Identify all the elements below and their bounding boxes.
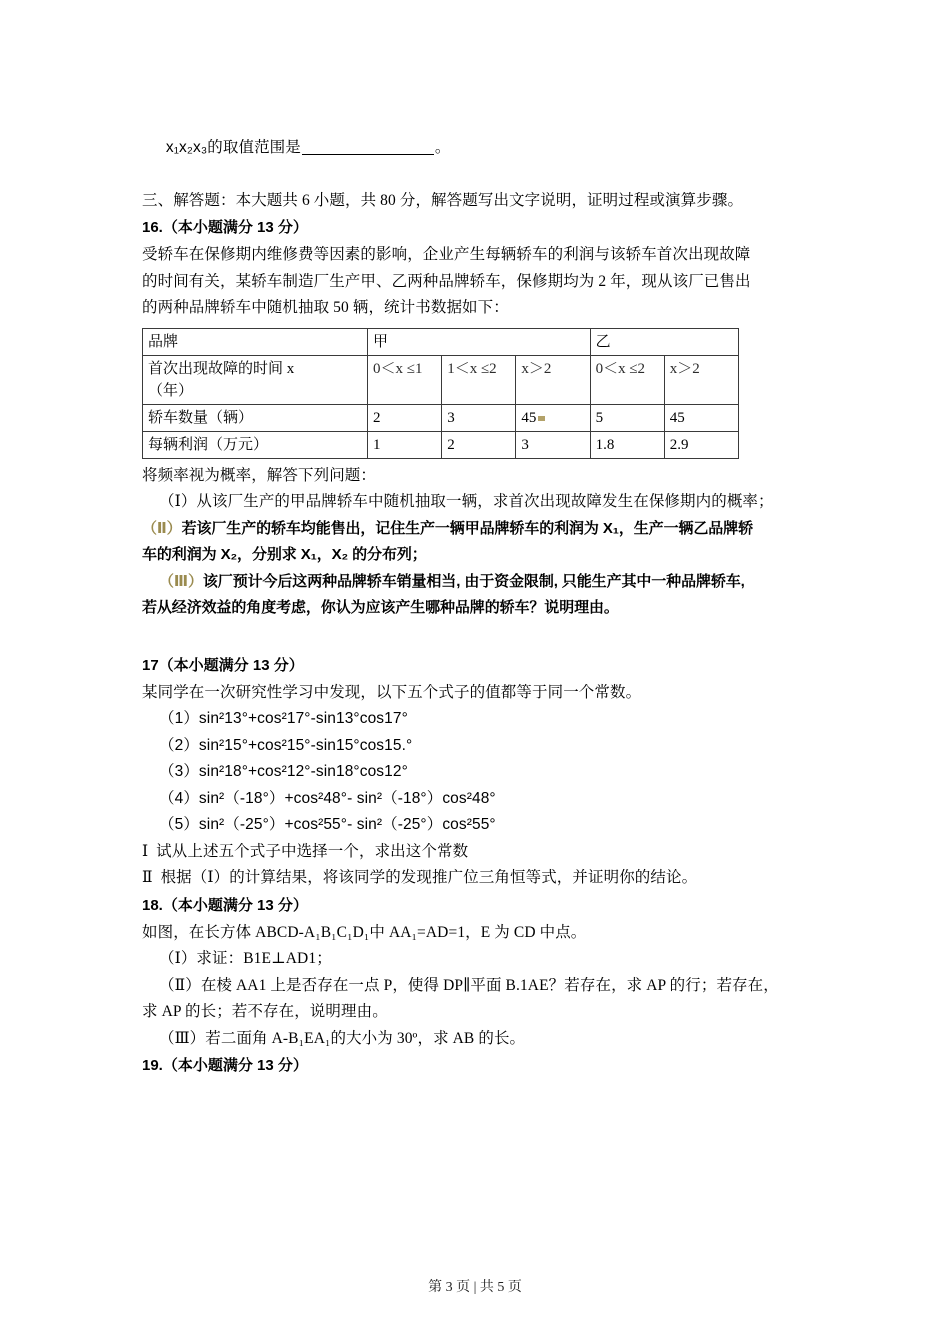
cell-count-1: 2 — [368, 404, 442, 431]
problem-16-part-2-marker: （Ⅱ） — [142, 519, 182, 537]
fill-in-blank-line — [142, 108, 832, 188]
problem-16-part-3-marker: （Ⅲ） — [159, 572, 203, 590]
highlight-mark-icon — [538, 416, 545, 421]
problem-18-part-2-line-1: （Ⅱ）在棱 AA1 上是否存在一点 P，使得 DP∥平面 B.1AE？若存在，求 AP 的行；若存在， — [159, 976, 779, 994]
page-content — [142, 108, 832, 1080]
cell-profit-3: 3 — [516, 431, 590, 458]
cell-range-5: x＞2 — [664, 355, 738, 404]
cell-range-3: x＞2 — [516, 355, 590, 404]
problem-18-stem: 如图，在长方体 ABCD-A₁B₁C₁D₁中 AA₁=AD=1，E 为 CD 中点。 — [142, 923, 587, 941]
problem-16-part-2-line-1 — [142, 516, 832, 543]
cell-count-4: 5 — [590, 404, 664, 431]
problem-16-part-3-line-1 — [142, 569, 832, 596]
cell-profit-1: 1 — [368, 431, 442, 458]
table-row-profits — [143, 431, 739, 458]
spacer-after-problem-16 — [142, 622, 832, 652]
cell-time-label-line2: （年） — [148, 382, 194, 399]
problem-19-heading: 19.（本小题满分 13 分） — [142, 1057, 308, 1074]
problem-17-item-3: （3）sin²18°+cos²12°-sin18°cos12° — [159, 763, 408, 780]
problem-16-part-2-text-1: 若该厂生产的轿车均能售出，记住生产一辆甲品牌轿车的利润为 X₁，生产一辆乙品牌轿 — [181, 519, 753, 537]
problem-17-part-2: Ⅱ 根据（Ⅰ）的计算结果，将该同学的发现推广位三角恒等式，并证明你的结论。 — [142, 869, 698, 886]
statistics-table — [142, 328, 739, 459]
problem-17-item-2: （2）sin²15°+cos²15°-sin15°cos15.° — [159, 736, 413, 754]
problem-18-heading: 18.（本小题满分 13 分） — [142, 896, 308, 914]
cell-count-3-wrapper — [516, 404, 590, 431]
fill-in-blank-text: x₁x₂x₃的取值范围是 — [165, 138, 301, 156]
problem-16-heading: 16.（本小题满分 13 分） — [142, 219, 308, 236]
problem-16-stem-line-1: 受轿车在保修期内维修费等因素的影响，企业产生每辆轿车的利润与该轿车首次出现故障 — [142, 246, 751, 263]
problem-17-item-1: （1）sin²13°+cos²17°-sin13°cos17° — [159, 710, 408, 727]
problem-17-part-1: Ⅰ 试从上述五个式子中选择一个，求出这个常数 — [142, 842, 469, 860]
problem-16-part-1: （Ⅰ）从该厂生产的甲品牌轿车中随机抽取一辆，求首次出现故障发生在保修期内的概率； — [159, 493, 774, 510]
cell-count-2: 3 — [442, 404, 516, 431]
problem-18-part-3: （Ⅲ）若二面角 A-B₁EA₁的大小为 30º，求 AB 的长。 — [159, 1029, 526, 1047]
problem-17-item-4: （4）sin²（-18°）+cos²48°- sin²（-18°）cos²48° — [159, 789, 496, 807]
problem-16-stem-line-2: 的时间有关，某轿车制造厂生产甲、乙两种品牌轿车，保修期均为 2 年，现从该厂已售出 — [142, 272, 751, 290]
cell-brand-yi: 乙 — [590, 328, 738, 355]
cell-profit-4: 1.8 — [590, 431, 664, 458]
problem-17-stem: 某同学在一次研究性学习中发现，以下五个式子的值都等于同一个常数。 — [142, 683, 642, 701]
page-footer — [0, 1276, 950, 1296]
problem-18-part-2-line-2: 求 AP 的长；若不存在，说明理由。 — [142, 1003, 388, 1020]
answer-blank — [302, 154, 434, 155]
cell-time-label-line1: 首次出现故障的时间 x — [148, 360, 295, 377]
cell-profit-2: 2 — [442, 431, 516, 458]
cell-time-label — [143, 355, 368, 404]
cell-range-2: 1＜x ≤2 — [442, 355, 516, 404]
page-number-label: 第 3 页 | 共 5 页 — [428, 1280, 522, 1295]
table-row-time-ranges — [143, 355, 739, 404]
table-row-counts — [143, 404, 739, 431]
problem-16-stem-line-3: 的两种品牌轿车中随机抽取 50 辆，统计书数据如下： — [142, 299, 509, 316]
problem-17-item-5: （5）sin²（-25°）+cos²55°- sin²（-25°）cos²55° — [159, 816, 496, 833]
cell-brand-jia: 甲 — [368, 328, 591, 355]
cell-range-4: 0＜x ≤2 — [590, 355, 664, 404]
cell-count-label: 轿车数量（辆） — [143, 404, 368, 431]
problem-16-part-3-text-1: 该厂预计今后这两种品牌轿车销量相当, 由于资金限制, 只能生产其中一种品牌轿车, — [202, 572, 745, 590]
statistics-table-wrapper — [142, 328, 832, 459]
cell-profit-label: 每辆利润（万元） — [143, 431, 368, 458]
section-heading-three: 三、解答题：本大题共 6 小题，共 80 分，解答题写出文字说明，证明过程或演算步骤。 — [142, 191, 744, 209]
cell-brand-label: 品牌 — [143, 328, 368, 355]
problem-16-part-2-line-2: 车的利润为 X₂，分别求 X₁，X₂ 的分布列； — [142, 546, 427, 563]
problem-16-part-3-line-2: 若从经济效益的角度考虑，你认为应该产生哪种品牌的轿车？说明理由。 — [142, 599, 619, 616]
cell-count-3: 45 — [521, 409, 537, 426]
cell-range-1: 0＜x ≤1 — [368, 355, 442, 404]
problem-16-after-table: 将频率视为概率，解答下列问题： — [142, 466, 377, 484]
problem-17-heading: 17（本小题满分 13 分） — [142, 656, 304, 674]
fill-in-blank-period: 。 — [434, 138, 451, 156]
cell-profit-5: 2.9 — [664, 431, 738, 458]
problem-18-part-1: （Ⅰ）求证：B1E⊥AD1； — [159, 950, 332, 967]
cell-count-5: 45 — [664, 404, 738, 431]
table-row-brand — [143, 328, 739, 355]
